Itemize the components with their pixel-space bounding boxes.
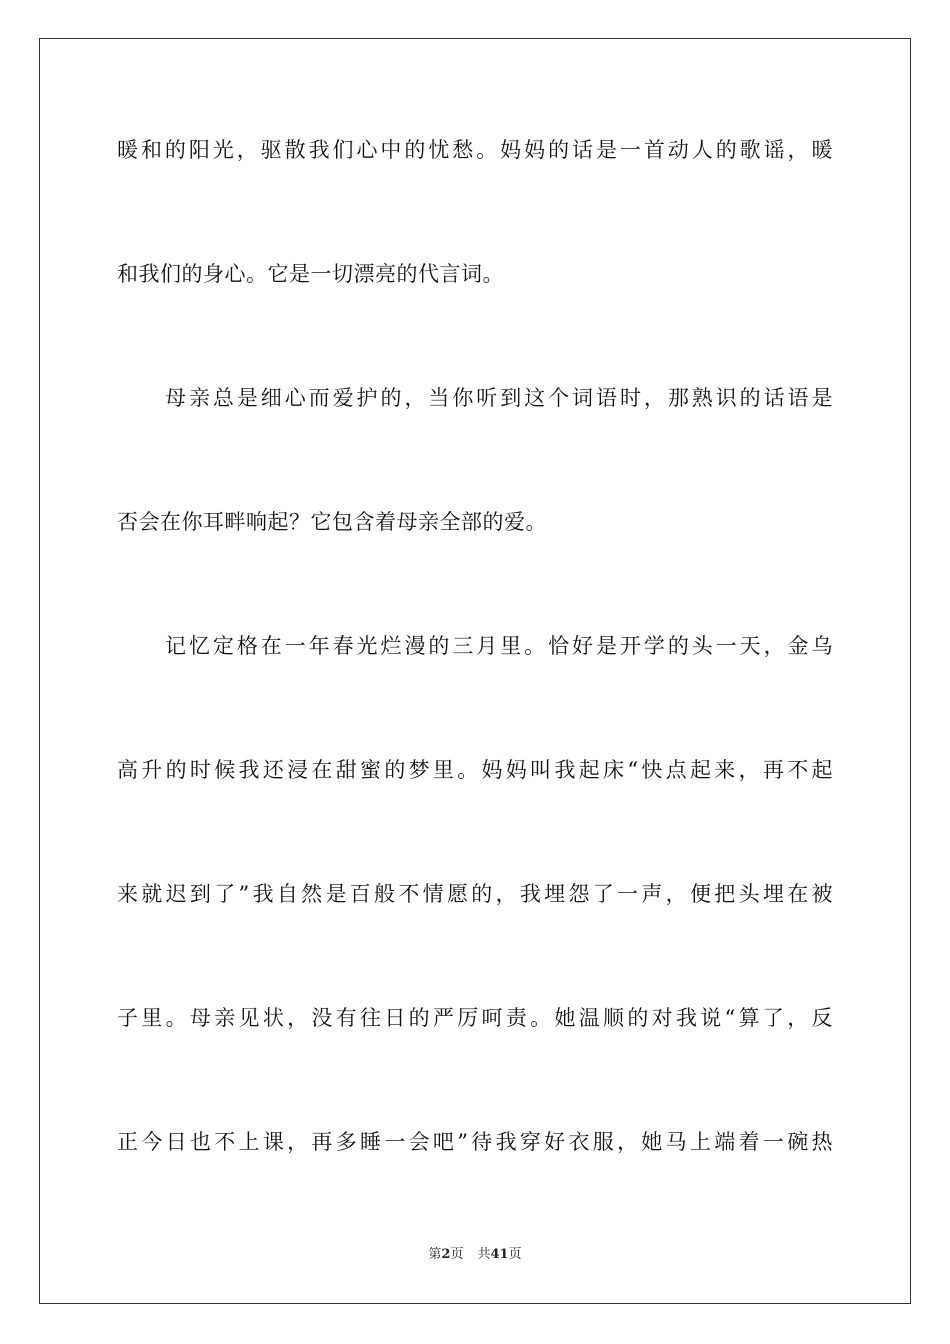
total-prefix: 共 — [477, 1247, 491, 1262]
body-line-9: 正今日也不上课，再多睡一会吧”待我穿好衣服，她马上端着一碗热 — [117, 1130, 833, 1154]
body-line-7: 来就迟到了”我自然是百般不情愿的，我埋怨了一声，便把头埋在被 — [117, 882, 833, 906]
body-line-3: 母亲总是细心而爱护的，当你听到这个词语时，那熟识的话语是 — [165, 386, 833, 410]
body-line-5: 记忆定格在一年春光烂漫的三月里。恰好是开学的头一天，金乌 — [165, 634, 833, 658]
body-line-1: 暖和的阳光，驱散我们心中的忧愁。妈妈的话是一首动人的歌谣，暖 — [117, 138, 833, 162]
page-current-number: 2 — [441, 1247, 451, 1262]
body-line-8: 子里。母亲见状，没有往日的严厉呵责。她温顺的对我说“算了，反 — [117, 1006, 833, 1030]
body-line-2: 和我们的身心。它是一切漂亮的代言词。 — [117, 262, 504, 286]
page-total-number: 41 — [490, 1247, 509, 1262]
total-suffix: 页 — [508, 1247, 522, 1262]
page-suffix: 页 — [450, 1247, 464, 1262]
page-footer — [0, 1246, 950, 1264]
body-line-6: 高升的时候我还浸在甜蜜的梦里。妈妈叫我起床“快点起来，再不起 — [117, 758, 833, 782]
page-border — [39, 38, 911, 1304]
page-prefix: 第 — [428, 1247, 442, 1262]
body-line-4: 否会在你耳畔响起？它包含着母亲全部的爱。 — [117, 510, 547, 534]
